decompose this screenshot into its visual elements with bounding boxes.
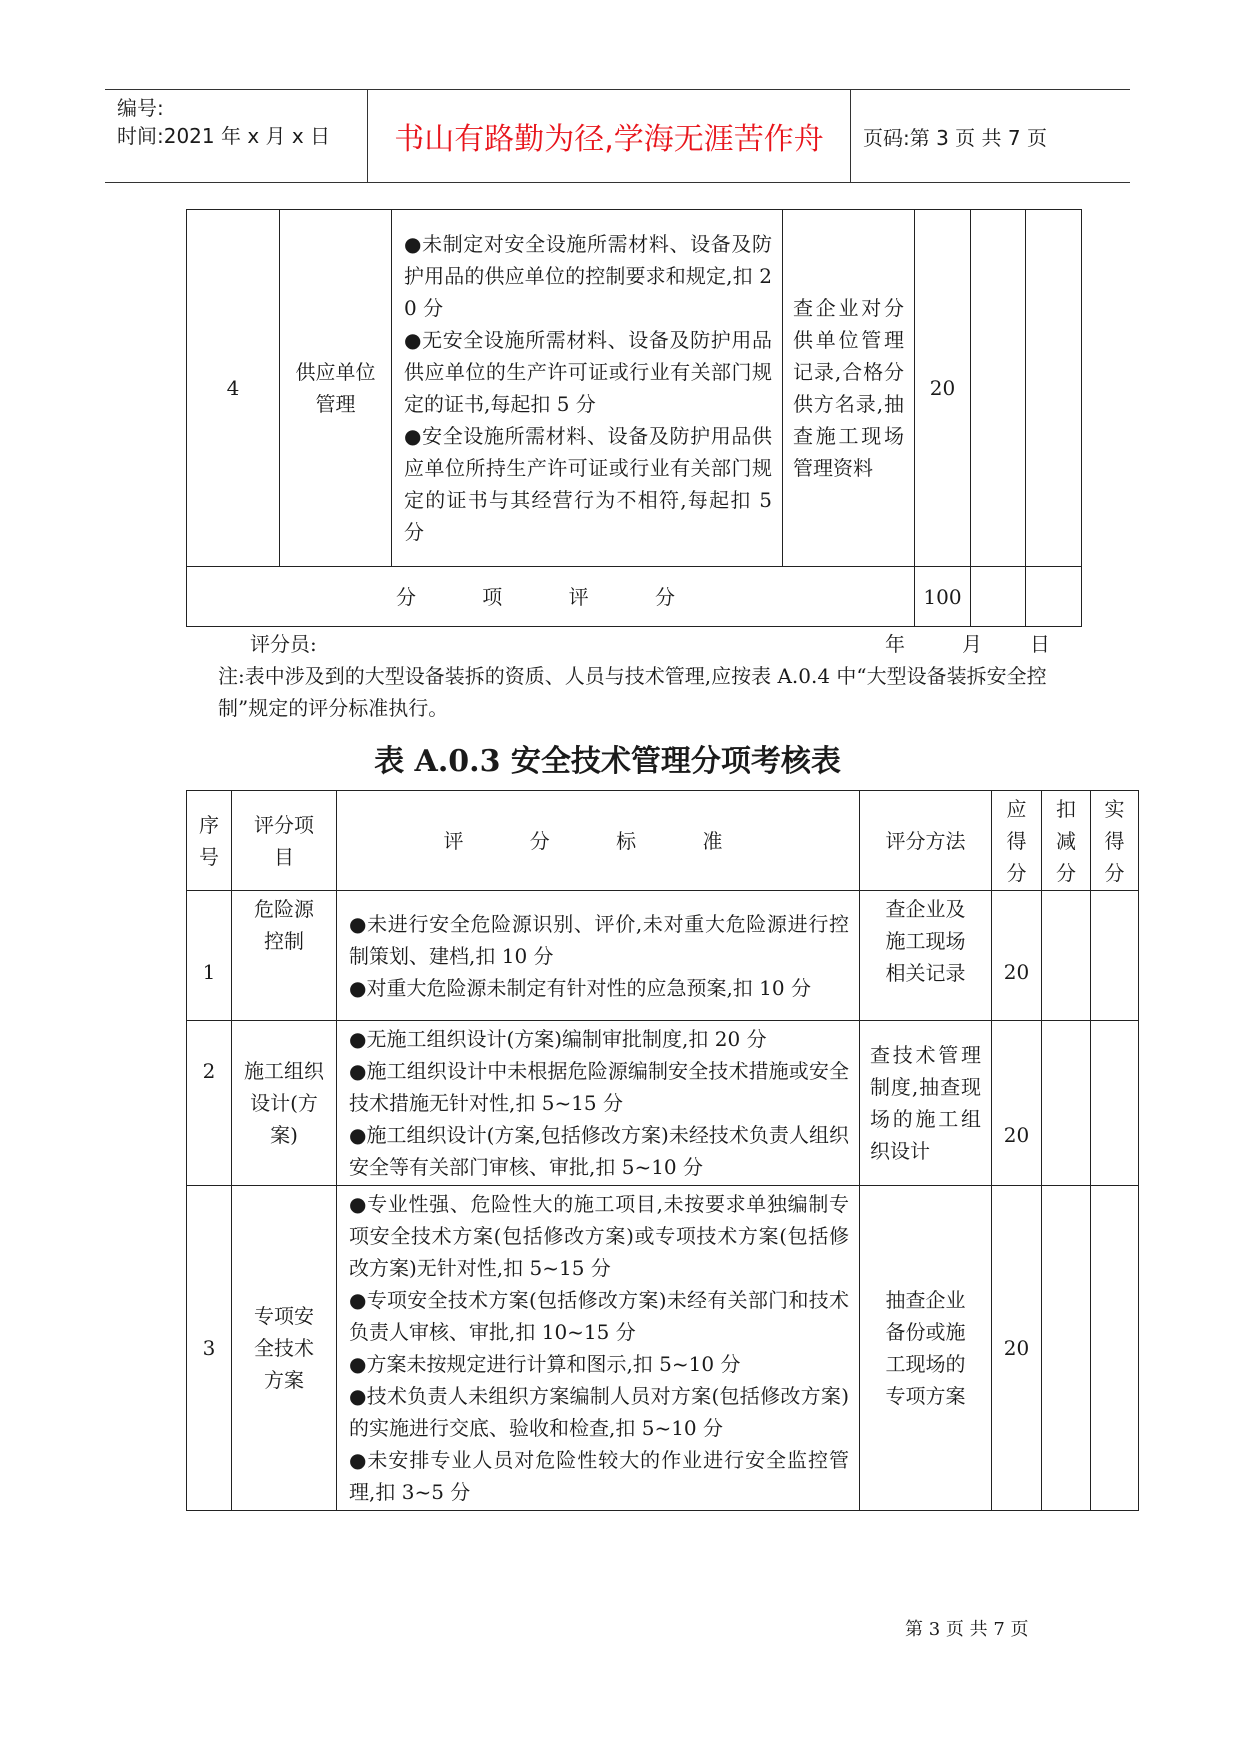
table-row <box>187 210 1082 567</box>
row-deduct <box>971 210 1026 567</box>
row-method: 查企业对分供单位管理记录,合格分供方名录,抽查施工现场管理资料 <box>783 210 915 567</box>
criteria-line: ●专项安全技术方案(包括修改方案)未经有关部门和技术负责人审核、审批,扣 10~15 分 <box>349 1288 849 1344</box>
table-row <box>187 891 1139 1021</box>
row-item: 专项安全技术方案 <box>232 1186 337 1511</box>
row-points: 20 <box>992 1186 1042 1511</box>
row-points: 20 <box>992 891 1042 1021</box>
header-divider <box>850 90 851 182</box>
header-motto: 书山有路勤为径,学海无涯苦作舟 <box>394 122 824 157</box>
document-number-label: 编号: <box>117 96 164 120</box>
row-method: 抽查企业备份或施工现场的专项方案 <box>860 1186 992 1511</box>
criteria-line: ●未制定对安全设施所需材料、设备及防护用品的供应单位的控制要求和规定,扣 20 分 <box>404 232 772 320</box>
header-actual: 实得分 <box>1091 791 1139 891</box>
document-time-label: 时间:2021 年 x 月 x 日 <box>117 124 331 148</box>
row-item: 供应单位管理 <box>280 210 392 567</box>
row-number: 2 <box>187 1021 232 1186</box>
criteria-line: ●无安全设施所需材料、设备及防护用品供应单位的生产许可证或行业有关部门规定的证书,每起扣 5 分 <box>404 328 772 416</box>
table-row <box>187 1186 1139 1511</box>
table-row <box>187 1021 1139 1186</box>
header-due: 应得分 <box>992 791 1042 891</box>
row-criteria <box>337 1186 860 1511</box>
row-actual <box>1091 1186 1139 1511</box>
header-meta <box>117 94 367 150</box>
subtotal-row <box>187 567 1082 627</box>
table-title: 表 A.0.3 安全技术管理分项考核表 <box>374 744 841 779</box>
criteria-line: ●施工组织设计中未根据危险源编制安全技术措施或安全技术措施无针对性,扣 5~15 分 <box>349 1059 849 1115</box>
criteria-line: ●施工组织设计(方案,包括修改方案)未经技术负责人组织安全等有关部门审核、审批,扣 5~10 分 <box>349 1123 849 1179</box>
page-header <box>105 89 1130 183</box>
row-deduct <box>1042 1186 1091 1511</box>
row-actual <box>1091 891 1139 1021</box>
row-deduct <box>1042 1021 1091 1186</box>
header-no: 序号 <box>187 791 232 891</box>
row-criteria <box>337 1021 860 1186</box>
subtotal-label: 分 项 评 分 <box>187 567 915 627</box>
criteria-line: ●技术负责人未组织方案编制人员对方案(包括修改方案)的实施进行交底、验收和检查,扣 5~10 分 <box>349 1384 849 1440</box>
header-page-label: 页码:第 3 页 共 7 页 <box>863 125 1047 150</box>
table-supplier-management <box>186 209 1082 627</box>
row-number: 1 <box>187 891 232 1021</box>
row-criteria <box>392 210 783 567</box>
note-text: 注:表中涉及到的大型设备装拆的资质、人员与技术管理,应按表 A.0.4 中“大型设备装拆安全控制”规定的评分标准执行。 <box>218 664 1047 720</box>
criteria-line: ●专业性强、危险性大的施工项目,未按要求单独编制专项安全技术方案(包括修改方案)或专项技术方案(包括修改方案)无针对性,扣 5~15 分 <box>349 1192 849 1280</box>
criteria-line: ●未进行安全危险源识别、评价,未对重大危险源进行控制策划、建档,扣 10 分 <box>349 911 849 968</box>
rater-label: 评分员: <box>250 632 317 656</box>
row-points: 20 <box>992 1021 1042 1186</box>
row-item: 施工组织设计(方案) <box>232 1021 337 1186</box>
subtotal-actual <box>1026 567 1082 627</box>
row-number: 4 <box>187 210 280 567</box>
table-header-row <box>187 791 1139 891</box>
sign-month: 月 <box>962 632 982 656</box>
subtotal-deduct <box>971 567 1026 627</box>
sign-day: 日 <box>1030 632 1050 656</box>
row-method: 查企业及施工现场相关记录 <box>860 891 992 1021</box>
row-deduct <box>1042 891 1091 1021</box>
header-item: 评分项目 <box>232 791 337 891</box>
subtotal-points: 100 <box>915 567 971 627</box>
criteria-line: ●对重大危险源未制定有针对性的应急预案,扣 10 分 <box>349 975 811 1000</box>
header-method: 评分方法 <box>860 791 992 891</box>
row-method: 查技术管理制度,抽查现场的施工组织设计 <box>860 1021 992 1186</box>
criteria-line: ●安全设施所需材料、设备及防护用品供应单位所持生产许可证或行业有关部门规定的证书与其经营行为不相符,每起扣 5 分 <box>404 424 772 544</box>
table-safety-tech-management <box>186 790 1139 1511</box>
row-points: 20 <box>915 210 971 567</box>
header-criteria: 评 分 标 准 <box>337 791 860 891</box>
sign-year: 年 <box>885 632 905 656</box>
criteria-line: ●未安排专业人员对危险性较大的作业进行安全监控管理,扣 3~5 分 <box>349 1448 849 1504</box>
criteria-line: ●方案未按规定进行计算和图示,扣 5~10 分 <box>349 1352 741 1376</box>
header-deduct: 扣减分 <box>1042 791 1091 891</box>
row-item: 危险源控制 <box>232 891 337 1021</box>
criteria-line: ●无施工组织设计(方案)编制审批制度,扣 20 分 <box>349 1027 767 1051</box>
row-actual <box>1091 1021 1139 1186</box>
row-actual <box>1026 210 1082 567</box>
page-footer: 第 3 页 共 7 页 <box>905 1619 1029 1640</box>
row-number: 3 <box>187 1186 232 1511</box>
row-criteria <box>337 891 860 1021</box>
